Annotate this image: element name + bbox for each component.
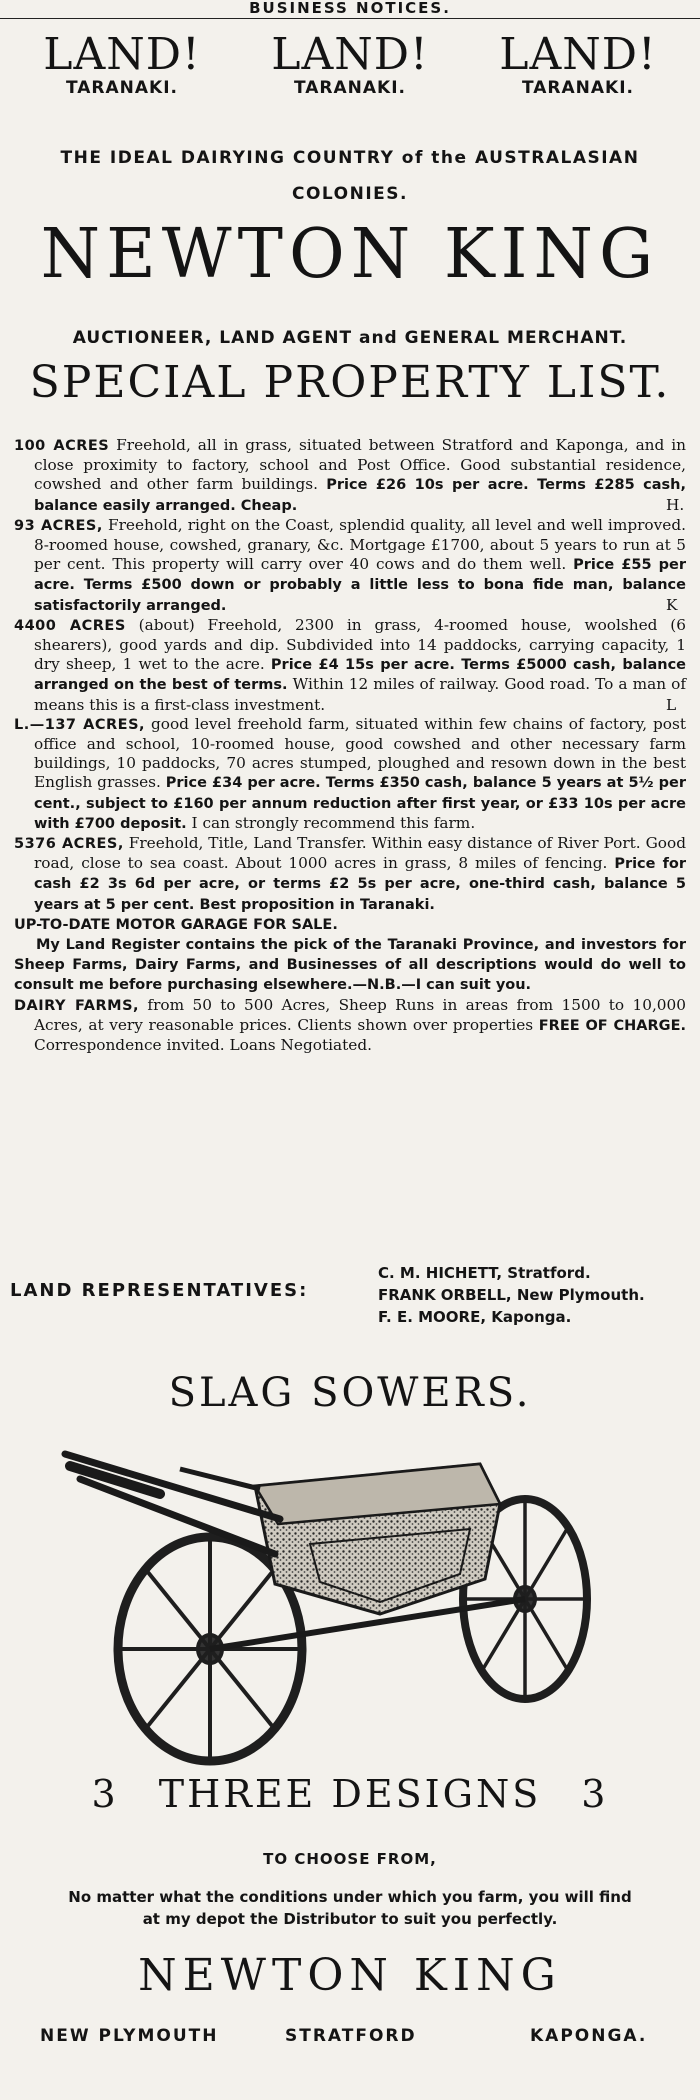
free-of-charge: FREE OF CHARGE. bbox=[538, 1017, 686, 1034]
listing-price: Price for cash £2 3s 6d per acre, or terms £2 5s per acre, one-third cash, balance 5 years at 5 per cent. Best proposition in Taranaki. bbox=[34, 856, 686, 913]
town-kaponga: KAPONGA. bbox=[530, 2026, 648, 2046]
listing-lead: 93 ACRES, bbox=[14, 517, 103, 534]
listing-lead: 100 ACRES bbox=[14, 438, 110, 454]
ideal-line-1: THE IDEAL DAIRYING COUNTRY of the AUSTRALASIAN bbox=[60, 148, 640, 168]
listing-text: Freehold, Title, Land Transfer. Within easy distance of River Port. Good road, close to sea coast. About 1000 acres in grass, 8 miles of fencing. bbox=[34, 834, 686, 873]
listing-price: Price £26 10s per acre. Terms £285 cash, balance easily arranged. Cheap. bbox=[34, 477, 686, 514]
listing-lead: 5376 ACRES, bbox=[14, 836, 124, 853]
listing-text: (about) Freehold, 2300 in grass, 4-roomed house, woolshed (6 shearers), good yards and dip. Subdivided into 14 paddocks, carrying capacity, 1 dry sheep, 1 wet to the acre. bbox=[34, 615, 686, 674]
motor-garage-heading: UP-TO-DATE MOTOR GARAGE FOR SALE. bbox=[14, 916, 338, 933]
land-word: LAND! bbox=[271, 29, 429, 80]
listing-item: 4400 ACRES (about) Freehold, 2300 in grass, 4-roomed house, woolshed (6 shearers), good yards and dip. Subdivided into 14 paddocks, carrying capacity, 1 dry sheep, 1 wet to the acre. Price £4 15s per acre. Terms £5000 cash, balance arranged on the best of terms. Within 12 miles of railway. Good road. To a man of means this is a first-class investment. L bbox=[14, 615, 687, 714]
listing-item bbox=[14, 834, 686, 915]
listing-price: Price £4 15s per acre. Terms £5000 cash, balance arranged on the best of terms. bbox=[34, 657, 687, 694]
listing-lead: 4400 ACRES bbox=[14, 617, 126, 634]
dairy-farms-text: from 50 to 500 Acres, Sheep Runs in areas from 1500 to 10,000 Acres, at very reasonable prices. Clients shown over properties bbox=[34, 995, 686, 1034]
town-new-plymouth: NEW PLYMOUTH bbox=[40, 2026, 219, 2046]
designs-number-left: 3 bbox=[91, 1772, 119, 1816]
listing-item: 93 ACRES, Freehold, right on the Coast, splendid quality, all level and well improved. 8-roomed house, cowshed, granary, &c. Mortgage £1700, about 5 years to run at 5 per cent. This property will carry over 40 cows and do them well. Price £55 per acre. Terms £500 down or probably a little less to bona fide man, balance satisfactorily arranged. K bbox=[14, 515, 686, 614]
land-column bbox=[468, 30, 688, 98]
conditions-text: No matter what the conditions under which you farm, you will find at my depot the Distributor to suit you perfectly. bbox=[68, 1888, 632, 1928]
land-region: TARANAKI. bbox=[65, 78, 179, 98]
dairy-farms-notice bbox=[14, 996, 686, 1056]
listing-item bbox=[14, 715, 686, 834]
representative: C. M. HICHETT, Stratford. bbox=[378, 1264, 591, 1282]
dairy-farms-tail: Correspondence invited. Loans Negotiated. bbox=[34, 1036, 372, 1055]
land-column bbox=[12, 30, 232, 98]
listing-price: Price £34 per acre. Terms £350 cash, balance 5 years at 5½ per cent., subject to £160 per annum reduction after first year, or £33 10s per acre with £700 deposit. bbox=[34, 775, 686, 832]
ideal-line-2: COLONIES. bbox=[292, 184, 408, 204]
land-word: LAND! bbox=[499, 29, 657, 80]
representative: F. E. MOORE, Kaponga. bbox=[378, 1308, 572, 1326]
motor-garage-notice bbox=[14, 915, 686, 935]
designs-text: THREE DESIGNS bbox=[158, 1772, 542, 1816]
handles bbox=[65, 1454, 280, 1554]
land-headline-row bbox=[12, 30, 688, 98]
designs-number-right: 3 bbox=[581, 1772, 609, 1816]
auctioneer-line: AUCTIONEER, LAND AGENT and GENERAL MERCHANT. bbox=[72, 328, 628, 348]
land-region: TARANAKI. bbox=[521, 78, 635, 98]
choose-from-line: TO CHOOSE FROM, bbox=[263, 1850, 437, 1868]
listing-lead: L.—137 ACRES, bbox=[14, 716, 146, 733]
slag-sowers-title: SLAG SOWERS. bbox=[168, 1370, 532, 1416]
representative: FRANK ORBELL, New Plymouth. bbox=[378, 1286, 645, 1304]
listing-text: Freehold, all in grass, situated between Stratford and Kaponga, and in close proximity to factory, school and Post Office. Good substantial residence, cowshed and other farm buildings. bbox=[34, 436, 686, 494]
special-property-title: SPECIAL PROPERTY LIST. bbox=[29, 357, 671, 408]
listing-text: good level freehold farm, situated within few chains of factory, post office and school, 10-roomed house, good cowshed and other necessary farm buildings, 10 paddocks, 70 acres stumped, ploughed and resown down in the best English grasses. bbox=[34, 714, 686, 792]
listing-price: Price £55 per acre. Terms £500 down or probably a little less to bona fide man, balance satisfactorily arranged. bbox=[34, 557, 686, 614]
land-register-notice bbox=[14, 935, 686, 996]
slag-sower-illustration bbox=[60, 1424, 620, 1774]
brand-name-bottom: NEWTON KING bbox=[138, 1950, 562, 2001]
dairy-farms-lead: DAIRY FARMS, bbox=[14, 997, 140, 1014]
land-representatives bbox=[10, 1262, 690, 1332]
listing-text: Freehold, right on the Coast, splendid quality, all level and well improved. 8-roomed house, cowshed, granary, &c. Mortgage £1700, about 5 years to run at 5 per cent. This property will carry over 40 cows and do them well. bbox=[34, 515, 686, 574]
representatives-list bbox=[378, 1262, 645, 1328]
listing-after: Within 12 miles of railway. Good road. To a man of means this is a first-class investment. bbox=[34, 675, 686, 714]
listing-after: I can strongly recommend this farm. bbox=[186, 813, 476, 832]
property-listings bbox=[14, 436, 686, 1055]
three-designs-line bbox=[0, 1772, 700, 1816]
land-register-text: My Land Register contains the pick of the Taranaki Province, and investors for Sheep Farms, Dairy Farms, and Businesses of all descriptions would do well to consult me before purchasing elsewhere.—N.B.—I can suit you. bbox=[14, 937, 686, 994]
section-header: BUSINESS NOTICES. bbox=[0, 0, 700, 19]
town-stratford: STRATFORD bbox=[285, 2026, 417, 2046]
listing-item: 100 ACRES Freehold, all in grass, situated between Stratford and Kaponga, and in close proximity to factory, school and Post Office. Good substantial residence, cowshed and other farm buildings. Price £26 10s per acre. Terms £285 cash, balance easily arranged. Cheap. H. bbox=[14, 436, 686, 514]
brand-name-top: NEWTON KING bbox=[40, 215, 660, 294]
land-word: LAND! bbox=[43, 29, 201, 80]
land-region: TARANAKI. bbox=[293, 78, 407, 98]
representatives-label: LAND REPRESENTATIVES: bbox=[10, 1280, 309, 1301]
ideal-dairying-tagline bbox=[10, 140, 690, 212]
land-column bbox=[240, 30, 460, 98]
